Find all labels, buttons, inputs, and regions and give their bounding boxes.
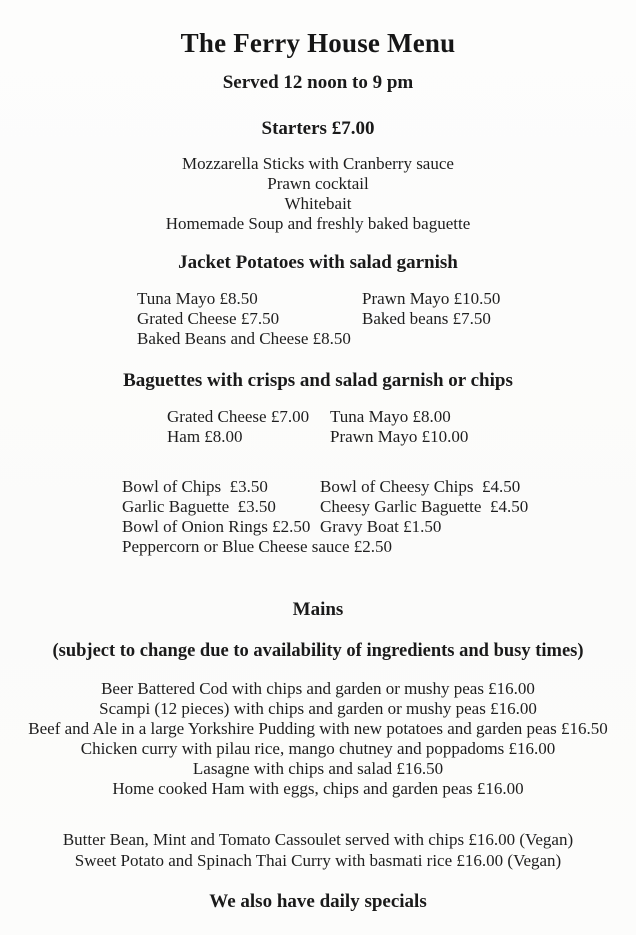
menu-item: Bowl of Chips £3.50 — [122, 477, 268, 496]
menu-row — [137, 289, 636, 309]
menu-item: Tuna Mayo £8.50 — [137, 289, 258, 308]
baguettes-heading: Baguettes with crisps and salad garnish or chips — [123, 370, 513, 391]
menu-item: Prawn cocktail — [267, 174, 369, 193]
daily-specials-note: We also have daily specials — [209, 891, 427, 912]
menu-row — [167, 407, 636, 427]
menu-row — [167, 427, 636, 447]
menu-row — [122, 517, 636, 537]
menu-item: Tuna Mayo £8.00 — [330, 407, 451, 426]
mains-availability-note: (subject to change due to availability of ingredients and busy times) — [52, 641, 584, 661]
menu-item: Bowl of Cheesy Chips £4.50 — [320, 477, 521, 496]
menu-row — [122, 477, 636, 497]
menu-item: Garlic Baguette £3.50 — [122, 497, 276, 516]
menu-item: Bowl of Onion Rings £2.50 — [122, 517, 311, 536]
menu-item: Scampi (12 pieces) with chips and garden or mushy peas £16.00 — [99, 699, 537, 718]
menu-item: Baked beans £7.50 — [362, 309, 491, 328]
mains-list — [0, 679, 636, 799]
menu-item: Grated Cheese £7.00 — [167, 407, 310, 426]
menu-item: Home cooked Ham with eggs, chips and garden peas £16.00 — [112, 779, 524, 798]
menu-item: Butter Bean, Mint and Tomato Cassoulet served with chips £16.00 (Vegan) — [62, 830, 574, 849]
menu-item: Mozzarella Sticks with Cranberry sauce — [182, 154, 454, 173]
menu-item: Beer Battered Cod with chips and garden or mushy peas £16.00 — [101, 679, 535, 698]
baguettes-list — [167, 407, 636, 447]
menu-item: Whitebait — [284, 194, 352, 213]
menu-item: Gravy Boat £1.50 — [320, 517, 442, 536]
starters-heading: Starters £7.00 — [261, 118, 375, 139]
menu-row — [122, 497, 636, 517]
menu-item: Cheesy Garlic Baguette £4.50 — [320, 497, 529, 516]
menu-item: Homemade Soup and freshly baked baguette — [165, 214, 471, 233]
page-title: The Ferry House Menu — [180, 28, 456, 58]
menu-item: Prawn Mayo £10.50 — [362, 289, 501, 308]
menu-row — [137, 329, 636, 349]
vegan-list — [0, 829, 636, 871]
menu-item: Chicken curry with pilau rice, mango chutney and poppadoms £16.00 — [80, 739, 556, 758]
menu-item: Baked Beans and Cheese £8.50 — [137, 329, 351, 348]
menu-item: Peppercorn or Blue Cheese sauce £2.50 — [122, 537, 393, 556]
sides-list — [122, 477, 636, 557]
mains-heading: Mains — [292, 599, 344, 620]
starters-list — [0, 154, 636, 234]
menu-item: Ham £8.00 — [167, 427, 243, 446]
menu-item: Prawn Mayo £10.00 — [330, 427, 469, 446]
menu-row — [137, 309, 636, 329]
menu-row — [122, 537, 636, 557]
menu-item: Grated Cheese £7.50 — [137, 309, 280, 328]
menu-item: Lasagne with chips and salad £16.50 — [192, 759, 444, 778]
jacket-potatoes-heading: Jacket Potatoes with salad garnish — [178, 252, 458, 273]
jacket-potatoes-list — [137, 289, 636, 349]
menu-item: Sweet Potato and Spinach Thai Curry with basmati rice £16.00 (Vegan) — [74, 851, 562, 870]
serving-hours: Served 12 noon to 9 pm — [222, 72, 414, 93]
menu-item: Beef and Ale in a large Yorkshire Pudding with new potatoes and garden peas £16.50 — [28, 719, 608, 738]
